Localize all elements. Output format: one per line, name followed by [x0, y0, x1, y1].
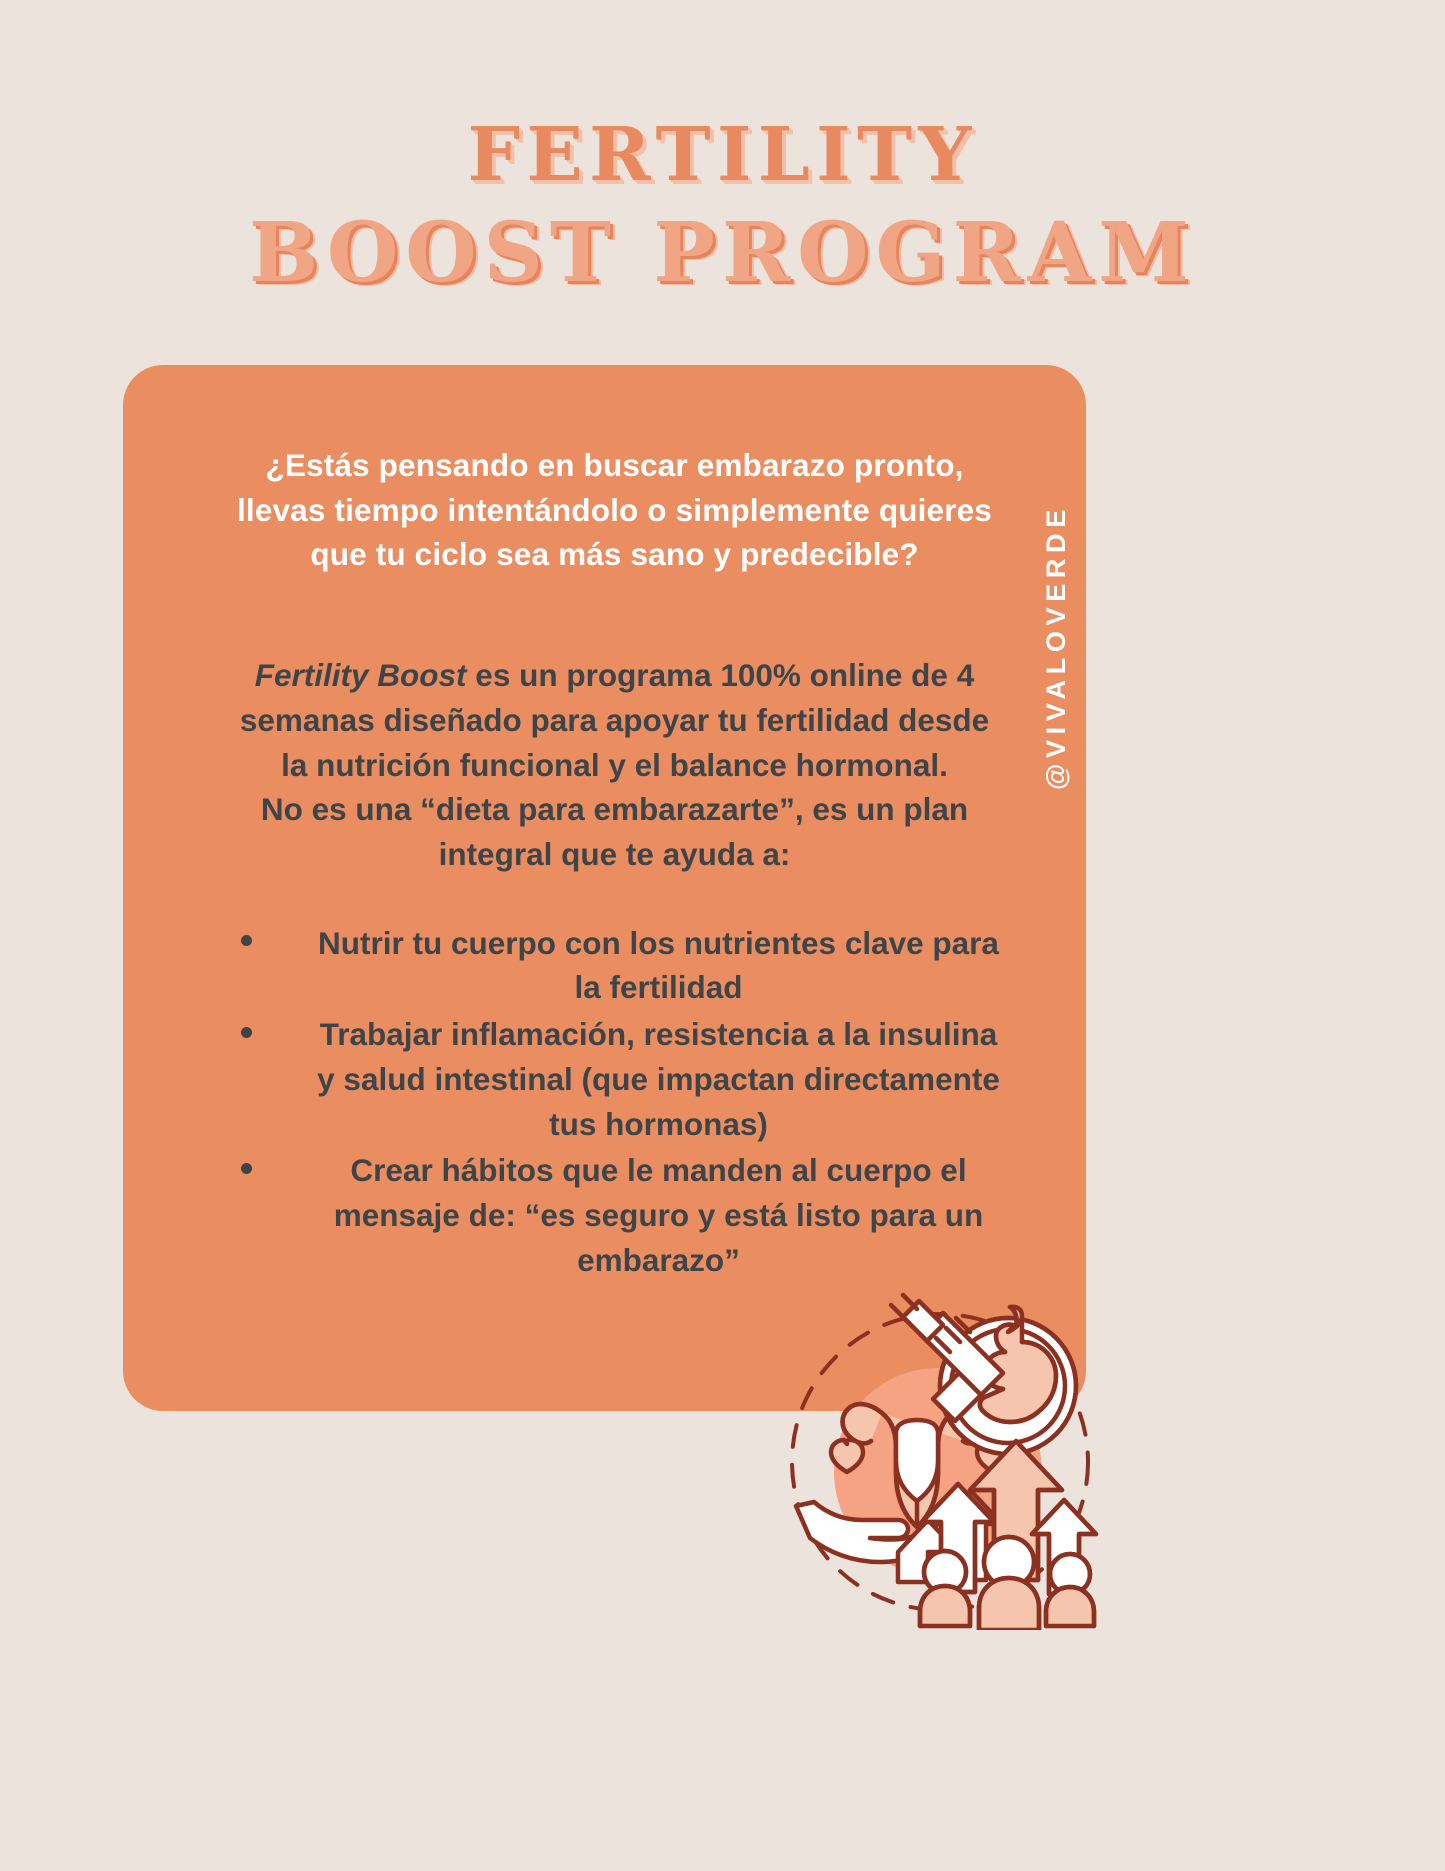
list-item: [223, 921, 1006, 1010]
program-description: [223, 653, 1006, 787]
title-line-fertility: FERTILITY: [467, 112, 978, 198]
list-item-label: Nutrir tu cuerpo con los nutrientes clave para la fertilidad: [318, 924, 999, 1006]
list-item-label: Crear hábitos que le manden al cuerpo el mensaje de: “es seguro y está listo para un embarazo”: [333, 1152, 984, 1278]
list-item-label: Trabajar inflamación, resistencia a la insulina y salud intestinal (que impactan directamente tus hormonas): [317, 1016, 1000, 1142]
program-name: Fertility Boost: [254, 657, 467, 694]
list-item: [223, 1012, 1006, 1146]
program-positioning: No es una “dieta para embarazarte”, es un plan integral que te ayuda a:: [260, 791, 969, 873]
page-title: [0, 112, 1445, 301]
bullet-dot-icon: [241, 1163, 252, 1174]
title-line-boost-program: BOOST PROGRAM: [249, 205, 1196, 301]
card-content: [223, 443, 1006, 1285]
list-item: [223, 1148, 1006, 1282]
benefits-list: [223, 921, 1006, 1283]
lead-question: ¿Estás pensando en buscar embarazo pronto, llevas tiempo intentándolo o simplemente quieres que tu ciclo sea más sano y predecible?: [237, 447, 992, 573]
spacer: [223, 877, 1006, 921]
social-handle: @VIVALOVERDE: [1041, 504, 1071, 790]
program-description-rest: es un programa 100% online de 4 semanas diseñado para apoyar tu fertilidad desde la nutrición funcional y el balance hormonal.: [239, 657, 990, 783]
bullet-dot-icon: [241, 1027, 252, 1038]
content-card: [123, 365, 1086, 1411]
bullet-dot-icon: [241, 935, 252, 946]
fertility-illustration: [770, 1290, 1110, 1630]
spacer: [223, 577, 1006, 653]
